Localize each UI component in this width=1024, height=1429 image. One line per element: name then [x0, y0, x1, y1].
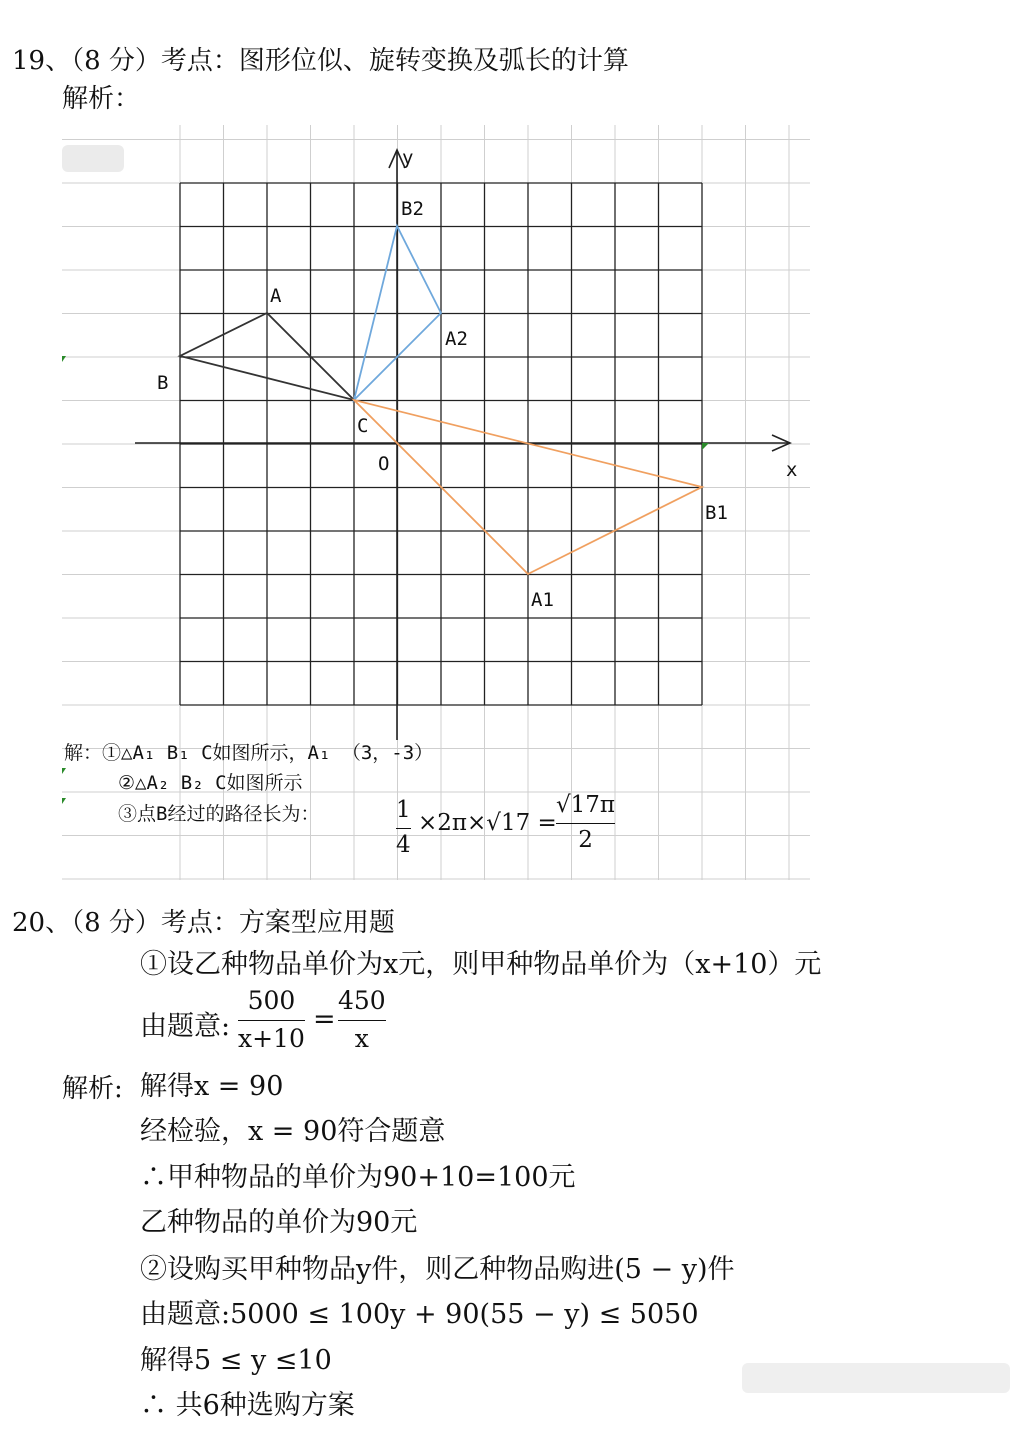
frac-num: 1: [396, 797, 411, 823]
q20-line7: ②设购买甲种物品y件，则乙种物品购进(5 − y)件: [140, 1254, 735, 1285]
q19-solution-line2: ②△A₂ B₂ C如图所示: [118, 772, 303, 794]
frac-den: 4: [396, 831, 411, 858]
fraction-result: [556, 791, 615, 856]
label-x: x: [786, 459, 798, 481]
fraction-quarter: [396, 796, 411, 861]
fraction-left: [238, 985, 305, 1055]
label-a1: A1: [531, 589, 554, 611]
q20-line1: ①设乙种物品单价为x元，则甲种物品单价为（x+10）元: [140, 949, 822, 980]
frac-num: 450: [338, 986, 386, 1015]
frac-den: x: [354, 1023, 369, 1053]
fraction-right: [338, 985, 386, 1055]
label-c: C: [357, 415, 369, 437]
frac-num: √17π: [556, 792, 616, 818]
q20-line10: ∴ 共6种选购方案: [140, 1390, 355, 1421]
q20-line4: 经检验，x = 90符合题意: [140, 1116, 446, 1147]
q20-header: 20、（8 分）考点：方案型应用题: [12, 908, 395, 938]
green-mark: [62, 768, 66, 774]
watermark-blur: [742, 1363, 1010, 1393]
formula-middle: ×2π×√17 =: [418, 810, 557, 836]
q20-line5: ∴甲种物品的单价为90+10=100元: [140, 1162, 576, 1193]
label-b2: B2: [401, 198, 424, 220]
q19-solution-line3: ③点B经过的路径长为：: [118, 803, 320, 825]
green-mark: [702, 443, 709, 450]
label-a: A: [270, 285, 282, 307]
label-o: O: [378, 453, 390, 475]
main-grid: [180, 183, 702, 705]
q19-solution-line1: 解：①△A₁ B₁ C如图所示，A₁ （3，-3）: [64, 742, 434, 764]
frac-num: 500: [247, 986, 296, 1015]
q20-analysis-label: 解析:: [62, 1074, 123, 1104]
green-mark: [62, 356, 66, 362]
q20-line8: 由题意:5000 ≤ 100y + 90(55 − y) ≤ 5050: [140, 1299, 699, 1330]
q19-analysis-label: 解析：: [62, 84, 141, 114]
q20-line6: 乙种物品的单价为90元: [140, 1207, 418, 1238]
faint-grid: [62, 125, 810, 880]
frac-den: x+10: [238, 1023, 305, 1053]
q20-line3: 解得x = 90: [140, 1071, 284, 1102]
q20-line2-prefix: 由题意:: [140, 1011, 231, 1042]
label-b: B: [157, 372, 169, 394]
green-mark: [62, 798, 66, 804]
q19-header: 19、（8 分）考点：图形位似、旋转变换及弧长的计算: [12, 46, 629, 76]
fraction-equals: =: [313, 1004, 336, 1035]
q20-line9: 解得5 ≤ y ≤10: [140, 1345, 332, 1376]
label-a2: A2: [445, 328, 468, 350]
frac-den: 2: [578, 826, 593, 853]
label-y: y: [402, 147, 414, 169]
label-b1: B1: [705, 502, 728, 524]
